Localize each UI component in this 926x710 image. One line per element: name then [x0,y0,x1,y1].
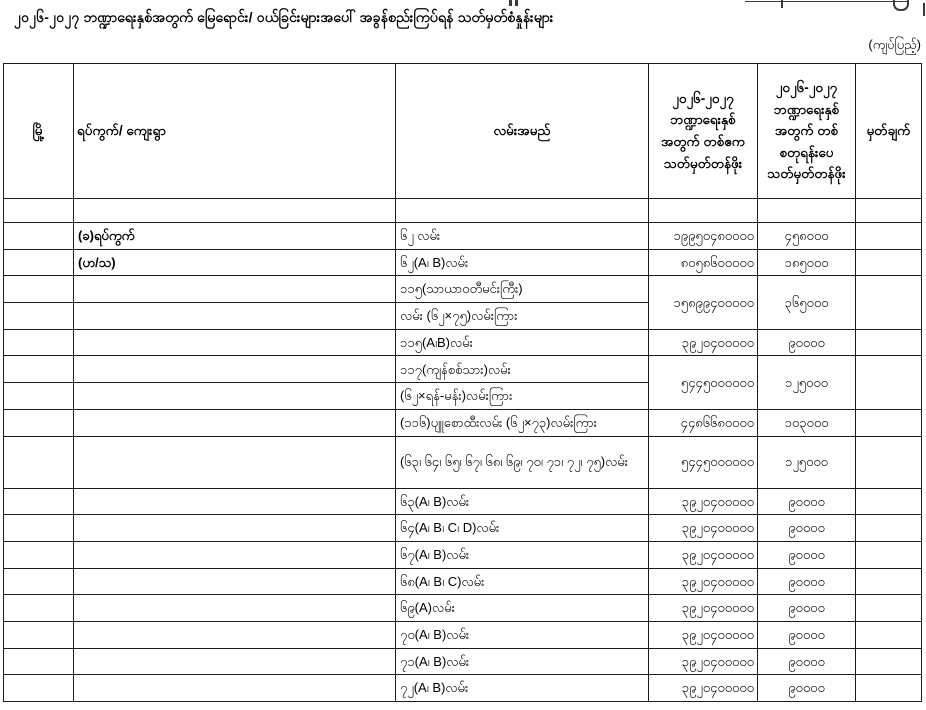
value-per-sqft-cell: ၉၀၀၀၀ [758,568,856,595]
ward-cell [74,383,396,410]
table-row [4,515,922,542]
value-per-sqft-cell: ၉၀၀၀၀ [758,541,856,568]
ward-cell: (ဟ/သ) [74,249,396,276]
ward-cell [74,675,396,702]
ward-cell [74,409,396,436]
street-name-cell: ၆၂(A၊ B)လမ်း [396,249,649,276]
street-name-cell: (၁၁၆)ပျူစောထီးလမ်း (၆၂×၇၃)လမ်းကြား [396,409,649,436]
ward-cell [74,595,396,622]
currency-unit-note: (ကျပ်ပြည့်) [868,37,921,52]
ward-cell: (ခ)ရပ်ကွက် [74,223,396,250]
street-name-cell: ၆၃(A၊ B)လမ်း [396,488,649,515]
remark-cell [856,568,922,595]
value-per-sqft-cell: ၁၂၅၀၀၀ [758,436,856,488]
value-per-acre-cell [649,199,758,223]
header-remark: မှတ်ချက် [856,64,922,199]
value-per-sqft-cell: ၁၈၅၀၀၀ [758,249,856,276]
remark-cell [856,329,922,356]
value-per-sqft-cell: ၄၅၈၀၀၀ [758,223,856,250]
table-row [4,223,922,250]
tax-rates-table [3,63,922,702]
cropped-line-fragment [745,1,907,2]
street-name-cell: (၆၂×ရန်-မန်း)လမ်းကြား [396,383,649,410]
value-per-acre-cell: ၃၉၂၀၄၀၀၀၀၀ [649,541,758,568]
table-row [4,541,922,568]
value-per-sqft-cell: ၉၀၀၀၀ [758,515,856,542]
remark-cell [856,409,922,436]
header-row [4,64,922,199]
cropped-text-fragment [509,0,512,6]
remark-cell [856,675,922,702]
header-value-per-sqft: ၂၀၂၆-၂၀၂၇ ဘဏ္ဍာရေးနှစ် အတွက် တစ်စတုရန်းပေ သတ်မှတ်တန်ဖိုး [758,64,856,199]
value-per-sqft-cell: ၉၀၀၀၀ [758,675,856,702]
table-row [4,436,922,488]
remark-cell [856,249,922,276]
value-per-acre-cell: ၃၉၂၀၄၀၀၀၀၀ [649,515,758,542]
street-name-cell: ၇၀(A၊ B)လမ်း [396,621,649,648]
value-per-acre-cell: ၃၉၂၀၄၀၀၀၀၀ [649,568,758,595]
header-ward-village: ရပ်ကွက်/ ကျေးရွာ [74,64,396,199]
header-street-name: လမ်းအမည် [396,64,649,199]
table-row [4,409,922,436]
cropped-text-fragment [781,0,783,8]
town-cell [4,648,74,675]
street-name-cell: ၆၇(A၊ B)လမ်း [396,541,649,568]
table-row [4,276,922,303]
remark-cell [856,648,922,675]
cropped-text-fragment [923,3,925,16]
street-name-cell: ၆၈(A၊ B၊ C)လမ်း [396,568,649,595]
street-name-cell: ၇၂(A၊ B)လမ်း [396,675,649,702]
ward-cell [74,488,396,515]
remark-cell [856,595,922,622]
street-name-cell: ၆၂ လမ်း [396,223,649,250]
table-row [4,675,922,702]
table-row [4,595,922,622]
town-cell [4,249,74,276]
ward-cell [74,436,396,488]
value-per-sqft-cell: ၉၀၀၀၀ [758,595,856,622]
table-row [4,488,922,515]
value-per-sqft-cell: ၉၀၀၀၀ [758,621,856,648]
value-per-sqft-cell: ၁၂၅၀၀၀ [758,356,856,409]
ward-cell [74,515,396,542]
town-cell [4,409,74,436]
value-per-sqft-cell: ၉၀၀၀၀ [758,488,856,515]
table-row [4,648,922,675]
town-cell [4,276,74,303]
ward-cell [74,303,396,330]
value-per-acre-cell: ၅၄၄၅၀၀၀၀၀၀ [649,356,758,409]
cropped-text-fragment [515,0,518,6]
town-cell [4,621,74,648]
header-town: မြို့ [4,64,74,199]
table-body [4,199,922,702]
street-name-cell: ၁၁၇(ကျန်စစ်သား)လမ်း [396,356,649,383]
street-name-cell: ၆၉(A)လမ်း [396,595,649,622]
value-per-acre-cell: ၁၅၈၉၉၄၀၀၀၀၀ [649,276,758,329]
value-per-acre-cell: ၃၉၂၀၄၀၀၀၀၀ [649,675,758,702]
ward-cell [74,541,396,568]
town-cell [4,595,74,622]
value-per-acre-cell: ၄၄၈၆၆၈၀၀၀၀ [649,409,758,436]
value-per-acre-cell: ၈၀၅၈၆၀၀၀၀၀ [649,249,758,276]
ward-cell [74,356,396,383]
town-cell [4,383,74,410]
remark-cell [856,541,922,568]
street-name-cell: ၁၁၅(သာယာဝတီမင်းကြီး) [396,276,649,303]
remark-cell [856,436,922,488]
table-row [4,329,922,356]
table-row [4,568,922,595]
town-cell [4,199,74,223]
town-cell [4,541,74,568]
value-per-acre-cell: ၃၉၂၀၄၀၀၀၀၀ [649,595,758,622]
value-per-sqft-cell: ၁၀၃၀၀၀ [758,409,856,436]
ward-cell [74,648,396,675]
town-cell [4,675,74,702]
ward-cell [74,568,396,595]
table-row [4,621,922,648]
remark-cell [856,621,922,648]
remark-cell [856,199,922,223]
value-per-sqft-cell: ၉၀၀၀၀ [758,648,856,675]
ward-cell [74,199,396,223]
value-per-acre-cell: ၅၄၄၅၀၀၀၀၀၀ [649,436,758,488]
remark-cell [856,356,922,409]
remark-cell [856,276,922,329]
town-cell [4,356,74,383]
table-row [4,249,922,276]
remark-cell [856,515,922,542]
town-cell [4,436,74,488]
street-name-cell: ၇၁(A၊ B)လမ်း [396,648,649,675]
cropped-text-fragment [893,0,909,11]
value-per-sqft-cell [758,199,856,223]
town-cell [4,568,74,595]
value-per-acre-cell: ၃၉၂၀၄၀၀၀၀၀ [649,488,758,515]
street-name-cell: လမ်း (၆၂×၇၅)လမ်းကြား [396,303,649,330]
remark-cell [856,223,922,250]
value-per-acre-cell: ၁၉၉၅၀၄၈၀၀၀၀ [649,223,758,250]
header-value-per-acre: ၂၀၂၆-၂၀၂၇ ဘဏ္ဍာရေးနှစ် အတွက် တစ်ဧက သတ်မှတ်တန်ဖိုး [649,64,758,199]
town-cell [4,515,74,542]
table-row [4,356,922,383]
ward-cell [74,276,396,303]
street-name-cell: ၆၄(A၊ B၊ C၊ D)လမ်း [396,515,649,542]
table-row [4,199,922,223]
value-per-acre-cell: ၃၉၂၀၄၀၀၀၀၀ [649,329,758,356]
ward-cell [74,621,396,648]
page-title: ၂၀၂၆-၂၀၂၇ ဘဏ္ဍာရေးနှစ်အတွက် မြေရောင်း/ ဝယ်ခြင်းများအပေါ် အခွန်စည်းကြပ်ရန် သတ်မှတ်စံနှုန်းများ [14,9,554,25]
remark-cell [856,488,922,515]
town-cell [4,303,74,330]
value-per-sqft-cell: ၉၀၀၀၀ [758,329,856,356]
street-name-cell: (၆၃၊ ၆၄၊ ၆၅၊ ၆၇၊ ၆၈၊ ၆၉၊ ၇၀၊ ၇၁၊ ၇၂၊ ၇၅)လမ်း [396,436,649,488]
value-per-acre-cell: ၃၉၂၀၄၀၀၀၀၀ [649,621,758,648]
street-name-cell [396,199,649,223]
table-header [4,64,922,199]
street-name-cell: ၁၁၅(A၊B)လမ်း [396,329,649,356]
ward-cell [74,329,396,356]
town-cell [4,488,74,515]
value-per-sqft-cell: ၃၆၅၀၀၀ [758,276,856,329]
value-per-acre-cell: ၃၉၂၀၄၀၀၀၀၀ [649,648,758,675]
town-cell [4,329,74,356]
town-cell [4,223,74,250]
